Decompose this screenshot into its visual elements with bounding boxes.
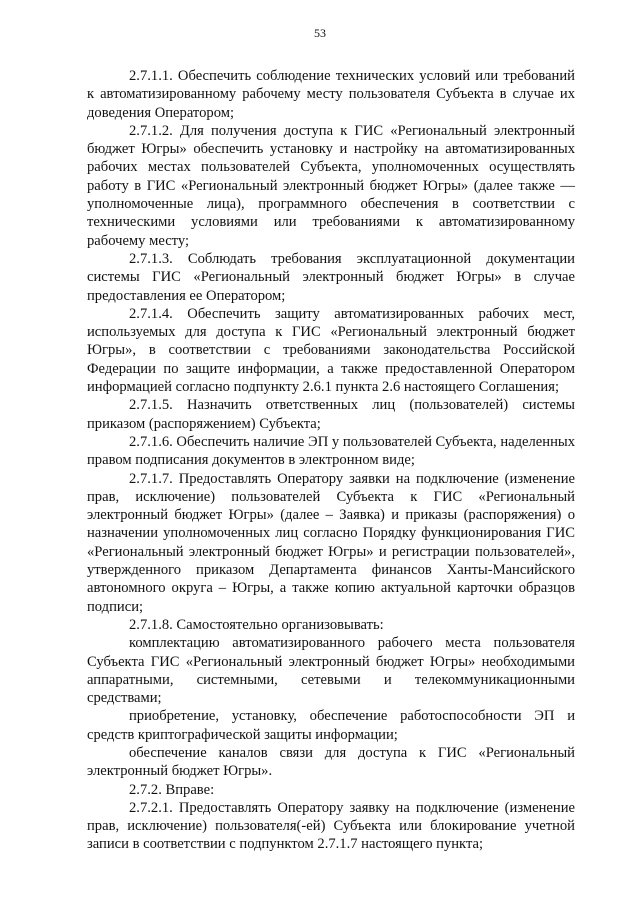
- clause-2-7-1-8: 2.7.1.8. Самостоятельно организовывать:: [129, 616, 384, 633]
- clause-2-7-2: 2.7.2. Вправе:: [129, 781, 215, 798]
- clause-2-7-1-6: 2.7.1.6. Обеспечить наличие ЭП у пользователей Субъекта, наделенных правом подписания документов в электронном виде;: [87, 433, 575, 469]
- document-body: [87, 67, 575, 854]
- clause-2-7-1-8-item-ep: приобретение, установку, обеспечение работоспособности ЭП и средств криптографической защиты информации;: [87, 708, 575, 743]
- clause-2-7-1-1: 2.7.1.1. Обеспечить соблюдение технических условий или требований к автоматизированному рабочему месту пользователя Субъекта в случае их доведения Оператором;: [87, 68, 575, 121]
- clause-2-7-1-8-item-channels: обеспечение каналов связи для доступа к ГИС «Региональный электронный бюджет Югры».: [87, 744, 575, 780]
- clause-2-7-1-8-item-equipment: комплектацию автоматизированного рабочего места пользователя Субъекта ГИС «Региональный электронный бюджет Югры» необходимыми аппаратными, системными, сетевыми и телекоммуникационными средствами;: [87, 635, 575, 707]
- page-number: 53: [314, 26, 326, 40]
- clause-2-7-1-4: 2.7.1.4. Обеспечить защиту автоматизированных рабочих мест, используемых для доступа к ГИС «Региональный электронный бюджет Югры», в соответствии с требованиями законодательства Российской Федерации по защите информации, а также предоставленной Оператором информацией согласно подпункту 2.6.1 пункта 2.6 настоящего Соглашения;: [87, 305, 575, 396]
- clause-2-7-2-1: 2.7.2.1. Предоставлять Оператору заявку на подключение (изменение прав, исключение) пользователя(-ей) Субъекта или блокирование учетной записи в соответствии с подпунктом 2.7.1.7 настоящего пункта;: [87, 799, 575, 853]
- clause-2-7-1-5: 2.7.1.5. Назначить ответственных лиц (пользователей) системы приказом (распоряжением) Субъекта;: [87, 397, 575, 432]
- clause-2-7-1-3: 2.7.1.3. Соблюдать требования эксплуатационной документации системы ГИС «Региональный электронный бюджет Югры» в случае предоставления ее Оператором;: [87, 250, 575, 304]
- clause-2-7-1-7: 2.7.1.7. Предоставлять Оператору заявки на подключение (изменение прав, исключение) пользователей Субъекта к ГИС «Региональный электронный бюджет Югры» (далее – Заявка) и приказы (распоряжения) о назначении уполномоченных лиц согласно Порядку функционирования ГИС «Региональный электронный бюджет Югры» и регистрации пользователей», утвержденного приказом Департамента финансов Ханты-Мансийского автономного округа – Югры, а также копию актуальной карточки образцов подписи;: [87, 470, 575, 615]
- clause-2-7-1-2: 2.7.1.2. Для получения доступа к ГИС «Региональный электронный бюджет Югры» обеспечить установку и настройку на автоматизированных рабочих местах пользователей Субъекта, уполномоченных осуществлять работу в ГИС «Региональный электронный бюджет Югры» (далее также — уполномоченные лица), программного обеспечения в соответствии с техническими условиями или требованиями к автоматизированному рабочему месту;: [87, 122, 575, 249]
